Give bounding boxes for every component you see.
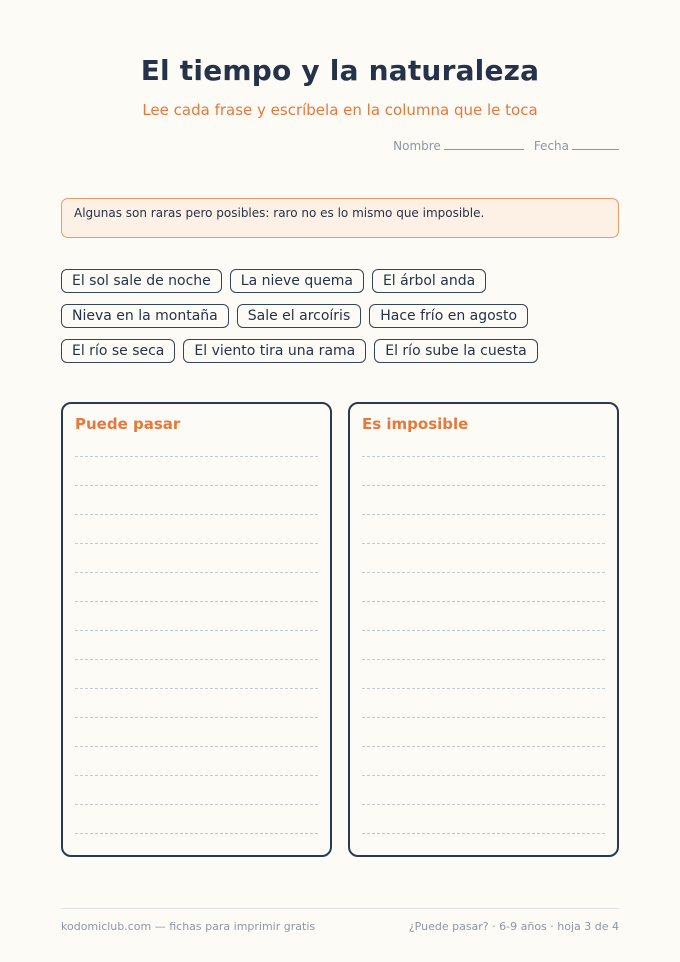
column-es-imposible [348,402,619,857]
column-title-es-imposible: Es imposible [362,415,469,433]
writing-line[interactable] [75,514,318,515]
footer-sheet-info: ¿Puede pasar? · 6-9 años · hoja 3 de 4 [408,920,619,933]
phrase-chip[interactable]: El sol sale de noche [61,269,222,293]
writing-line[interactable] [75,601,318,602]
writing-line[interactable] [75,659,318,660]
writing-line[interactable] [75,688,318,689]
writing-line[interactable] [75,485,318,486]
phrase-row-1 [61,269,621,293]
phrase-chip[interactable]: Nieva en la montaña [61,304,229,328]
writing-line[interactable] [362,514,605,515]
phrase-row-3 [61,339,621,363]
column-puede-pasar [61,402,332,857]
writing-line[interactable] [362,659,605,660]
date-field[interactable] [534,138,619,153]
writing-line[interactable] [75,717,318,718]
writing-line[interactable] [75,456,318,457]
phrase-chip[interactable]: Sale el arcoíris [237,304,362,328]
writing-line[interactable] [75,833,318,834]
writing-line[interactable] [362,456,605,457]
writing-line[interactable] [362,485,605,486]
phrase-chip[interactable]: El río se seca [61,339,175,363]
writing-line[interactable] [362,543,605,544]
writing-line[interactable] [75,572,318,573]
footer-divider [61,908,619,909]
hint-note-text: Algunas son raras pero posibles: raro no es lo mismo que imposible. [74,206,485,220]
date-label: Fecha [533,139,569,153]
name-date-fields [393,138,619,153]
writing-line[interactable] [362,833,605,834]
name-field[interactable] [393,138,524,153]
writing-line[interactable] [362,775,605,776]
writing-line[interactable] [75,746,318,747]
name-blank-line [444,138,524,150]
phrase-chip[interactable]: La nieve quema [230,269,364,293]
phrase-chip[interactable]: Hace frío en agosto [369,304,528,328]
writing-line[interactable] [362,717,605,718]
writing-line[interactable] [362,601,605,602]
phrase-row-2 [61,304,621,328]
hint-note [61,198,619,238]
phrase-chip[interactable]: El árbol anda [372,269,486,293]
writing-line[interactable] [362,572,605,573]
instructions-subtitle: Lee cada frase y escríbela en la columna que le toca [142,101,538,119]
writing-line[interactable] [75,804,318,805]
writing-line[interactable] [362,746,605,747]
writing-line[interactable] [75,775,318,776]
writing-line[interactable] [362,688,605,689]
footer-site-credit: kodomiclub.com — fichas para imprimir gratis [61,920,316,933]
page-title: El tiempo y la naturaleza [140,54,540,87]
writing-line[interactable] [362,630,605,631]
writing-line[interactable] [75,543,318,544]
writing-line[interactable] [75,630,318,631]
phrase-bank [61,269,621,374]
date-blank-line [572,138,619,150]
phrase-chip[interactable]: El río sube la cuesta [374,339,537,363]
writing-line[interactable] [362,804,605,805]
phrase-chip[interactable]: El viento tira una rama [183,339,366,363]
name-label: Nombre [393,139,441,153]
column-title-puede-pasar: Puede pasar [75,415,181,433]
